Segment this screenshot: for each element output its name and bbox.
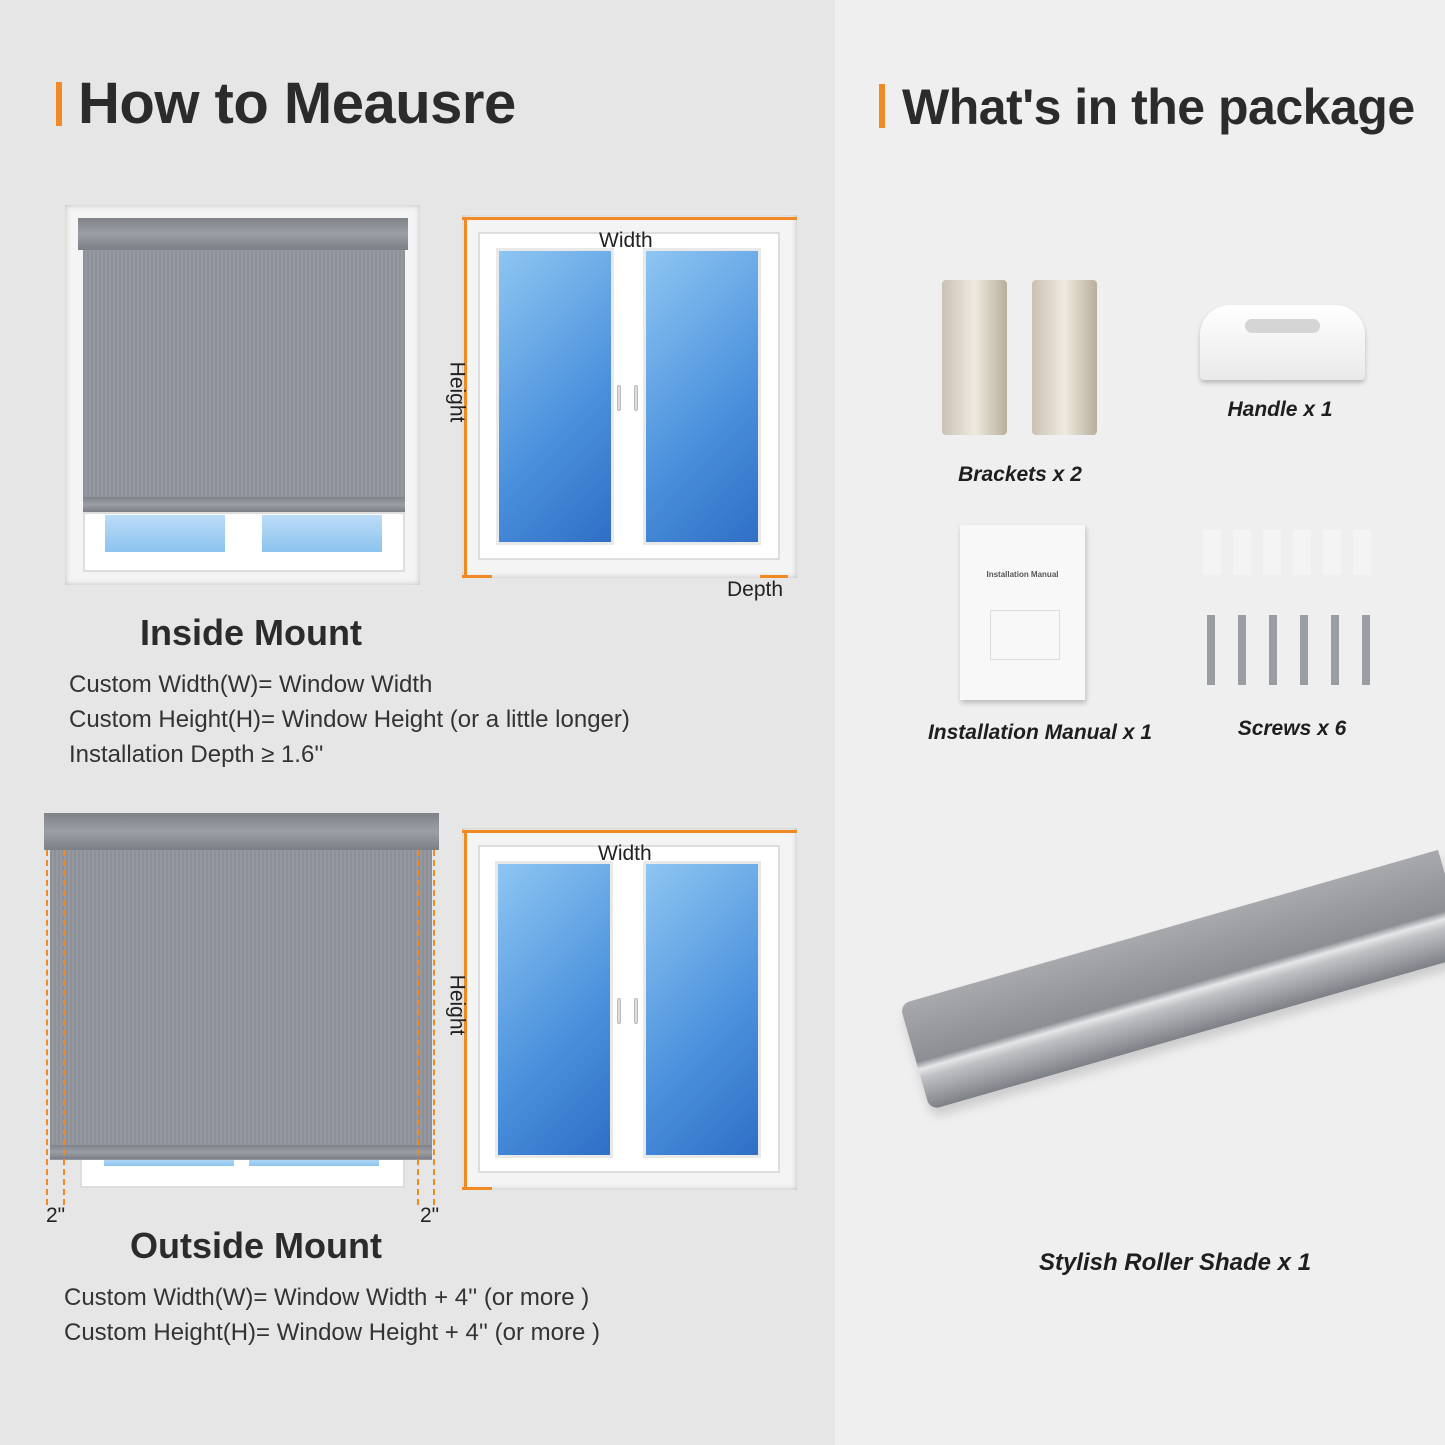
inside-line: Installation Depth ≥ 1.6'' bbox=[69, 741, 324, 768]
screws-label: Screws x 6 bbox=[1237, 717, 1347, 740]
inside-mount-title: Inside Mount bbox=[140, 612, 362, 653]
height-label: Height bbox=[445, 361, 469, 423]
manual-label: Installation Manual x 1 bbox=[927, 721, 1153, 744]
outside-mount-title: Outside Mount bbox=[130, 1225, 382, 1266]
manual-image bbox=[960, 525, 1085, 700]
roller-shade-image bbox=[900, 850, 1445, 1110]
height-label: Height bbox=[445, 974, 469, 1036]
bracket-image bbox=[942, 280, 1007, 435]
outside-line: Custom Height(H)= Window Height + 4'' (or more ) bbox=[64, 1319, 601, 1346]
bracket-image bbox=[1032, 280, 1097, 435]
left-margin-label: 2" bbox=[46, 1204, 66, 1227]
width-label: Width bbox=[599, 229, 653, 252]
package-title: What's in the package bbox=[902, 79, 1415, 135]
measure-title: How to Meausre bbox=[78, 71, 516, 136]
manual-cover-title: Installation Manual bbox=[986, 570, 1059, 579]
inside-line: Custom Height(H)= Window Height (or a little longer) bbox=[69, 706, 630, 733]
screws-image bbox=[1203, 530, 1383, 690]
outside-window-diagram bbox=[462, 828, 797, 1193]
handle-image bbox=[1200, 305, 1365, 380]
depth-label: Depth bbox=[727, 578, 784, 601]
roller-shade-label: Stylish Roller Shade x 1 bbox=[1038, 1249, 1312, 1276]
title-accent-bar bbox=[56, 82, 62, 126]
handle-label: Handle x 1 bbox=[1227, 398, 1333, 421]
outside-mount-illustration bbox=[44, 813, 439, 1193]
right-margin-label: 2" bbox=[420, 1204, 440, 1227]
inside-window-diagram bbox=[462, 215, 797, 580]
outside-line: Custom Width(W)= Window Width + 4'' (or more ) bbox=[64, 1284, 590, 1311]
inside-line: Custom Width(W)= Window Width bbox=[69, 671, 433, 698]
title-accent-bar bbox=[879, 84, 885, 128]
width-label: Width bbox=[598, 842, 652, 865]
brackets-label: Brackets x 2 bbox=[958, 463, 1082, 486]
inside-mount-illustration bbox=[65, 205, 420, 585]
package-panel bbox=[835, 0, 1445, 1445]
